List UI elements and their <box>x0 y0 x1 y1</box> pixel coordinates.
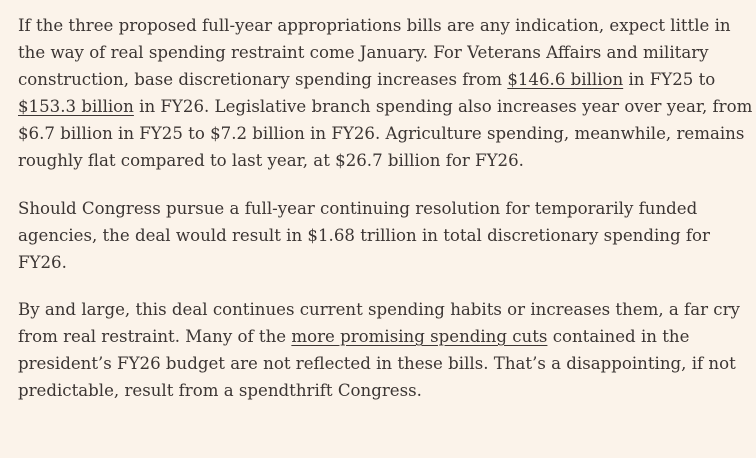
text-segment: from real restraint. Many of the <box>18 326 292 346</box>
link-fy26-spending[interactable]: $153.3 billion <box>18 97 134 117</box>
paragraph-continuing-resolution <box>18 195 752 276</box>
text-segment: in FY26. Legislative branch spending also increases year over year, from <box>133 97 753 117</box>
text-line: president’s FY26 budget are not reflected in these bills. That’s a disappointing, if not <box>18 354 736 374</box>
text-line <box>18 93 752 120</box>
text-line: FY26. <box>18 252 67 272</box>
paragraph-appropriations <box>18 12 752 175</box>
text-line: roughly flat compared to last year, at $26.7 billion for FY26. <box>18 151 524 171</box>
link-fy25-spending[interactable]: $146.6 billion <box>507 70 624 90</box>
text-line: Should Congress pursue a full-year continuing resolution for temporarily funded <box>18 198 698 218</box>
paragraph-conclusion <box>18 296 752 404</box>
text-segment: in FY25 to <box>623 70 716 90</box>
article-body <box>18 12 752 424</box>
text-line: predictable, result from a spendthrift Congress. <box>18 381 422 401</box>
text-line: the way of real spending restraint come January. For Veterans Affairs and military <box>18 43 709 63</box>
text-line: By and large, this deal continues current spending habits or increases them, a far cry <box>18 299 740 319</box>
text-line: $6.7 billion in FY25 to $7.2 billion in FY26. Agriculture spending, meanwhile, remains <box>18 124 745 144</box>
text-line <box>18 323 752 350</box>
text-segment: contained in the <box>547 326 690 346</box>
text-segment: construction, base discretionary spending increases from <box>18 70 508 90</box>
link-spending-cuts[interactable]: more promising spending cuts <box>291 326 548 346</box>
text-line <box>18 66 752 93</box>
text-line: If the three proposed full-year appropriations bills are any indication, expect little in <box>18 16 731 35</box>
text-line: agencies, the deal would result in $1.68 trillion in total discretionary spending for <box>18 225 710 245</box>
